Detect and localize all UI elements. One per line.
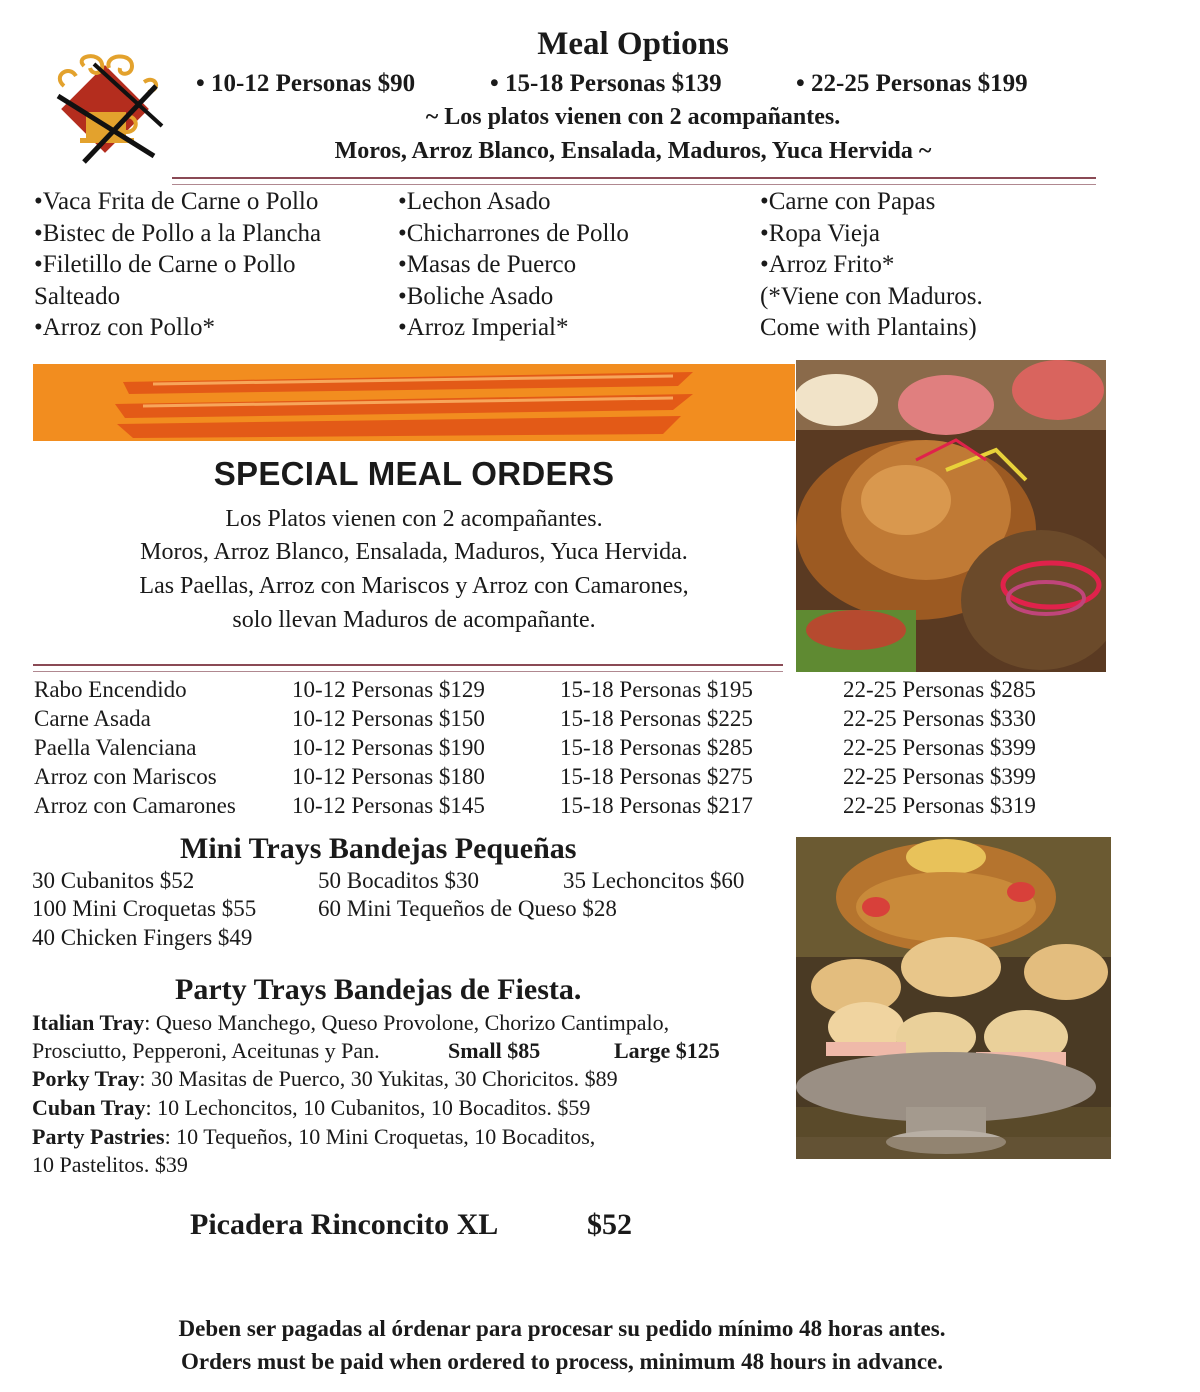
- list-item: •Chicharrones de Pollo: [398, 219, 629, 247]
- dish-name: Carne Asada: [34, 706, 151, 731]
- dish-name: Arroz con Mariscos: [34, 764, 217, 789]
- special-note: Las Paellas, Arroz con Mariscos y Arroz con Camarones,: [139, 573, 689, 599]
- party-pastries-line1: [32, 1124, 595, 1150]
- list-item: (*Viene con Maduros.: [760, 282, 983, 310]
- italian-large-price: Large $125: [614, 1038, 720, 1063]
- special-price-table: [0, 677, 1200, 827]
- price-22-25: 22-25 Personas $285: [843, 677, 1036, 702]
- tray-description: : 10 Tequeños, 10 Mini Croquetas, 10 Bocaditos,: [164, 1124, 596, 1149]
- divider: [172, 177, 1096, 185]
- porky-tray-line: [32, 1066, 618, 1092]
- footer-spanish: Deben ser pagadas al órdenar para procesar su pedido mínimo 48 horas antes.: [178, 1316, 946, 1341]
- tray-description: : 30 Masitas de Puerco, 30 Yukitas, 30 Choricitos. $89: [139, 1066, 618, 1091]
- list-item: •Ropa Vieja: [760, 219, 880, 247]
- mini-trays-title: Mini Trays Bandejas Pequeñas: [180, 832, 577, 865]
- tray-label: Party Pastries: [32, 1124, 165, 1149]
- list-item: •Vaca Frita de Carne o Pollo: [34, 188, 319, 215]
- list-item: 40 Chicken Fingers $49: [32, 925, 253, 950]
- dish-name: Paella Valenciana: [34, 735, 197, 760]
- price-15-18: 15-18 Personas $285: [560, 735, 753, 760]
- list-item: •Arroz Frito*: [760, 251, 895, 278]
- tray-description: 10 Pastelitos. $39: [32, 1152, 188, 1177]
- picadera-price: $52: [587, 1208, 632, 1241]
- list-item: •Arroz con Pollo*: [34, 314, 215, 341]
- list-item: 35 Lechoncitos $60: [563, 868, 745, 893]
- list-item: •Filetillo de Carne o Pollo: [34, 251, 296, 278]
- meal-column-1: [34, 186, 321, 344]
- option-10-12: • 10-12 Personas $90: [196, 70, 416, 97]
- price-10-12: 10-12 Personas $145: [292, 793, 485, 818]
- meal-column-2: [398, 186, 629, 344]
- picadera-name: Picadera Rinconcito XL: [190, 1208, 499, 1241]
- page-title: Meal Options: [537, 26, 729, 62]
- price-10-12: 10-12 Personas $190: [292, 735, 485, 760]
- price-10-12: 10-12 Personas $180: [292, 764, 485, 789]
- price-22-25: 22-25 Personas $399: [843, 764, 1036, 789]
- italian-tray-line2: [32, 1038, 380, 1064]
- price-15-18: 15-18 Personas $275: [560, 764, 753, 789]
- footer-english: Orders must be paid when ordered to process, minimum 48 hours in advance.: [180, 1349, 944, 1374]
- price-22-25: 22-25 Personas $330: [843, 706, 1036, 731]
- list-item: •Masas de Puerco: [398, 251, 577, 278]
- option-22-25: • 22-25 Personas $199: [796, 70, 1028, 97]
- list-item: 100 Mini Croquetas $55: [32, 896, 257, 921]
- special-meal-orders-title: SPECIAL MEAL ORDERS: [213, 455, 615, 492]
- special-note: Los Platos vienen con 2 acompañantes.: [225, 506, 603, 532]
- list-item: •Lechon Asado: [398, 188, 551, 215]
- list-item: •Carne con Papas: [760, 188, 936, 215]
- sides-list: Moros, Arroz Blanco, Ensalada, Maduros, Yuca Hervida ~: [334, 138, 932, 164]
- divider: [33, 664, 783, 672]
- price-15-18: 15-18 Personas $195: [560, 677, 753, 702]
- tray-description: : Queso Manchego, Queso Provolone, Chorizo Cantimpalo,: [144, 1010, 670, 1035]
- list-item: •Boliche Asado: [398, 282, 554, 310]
- special-note: solo llevan Maduros de acompañante.: [232, 607, 596, 633]
- special-note: Moros, Arroz Blanco, Ensalada, Maduros, Yuca Hervida.: [140, 539, 688, 565]
- sides-note: ~ Los platos vienen con 2 acompañantes.: [425, 104, 841, 130]
- option-15-18: • 15-18 Personas $139: [490, 70, 722, 97]
- price-10-12: 10-12 Personas $150: [292, 706, 485, 731]
- cuban-tray-line: [32, 1095, 590, 1121]
- list-item: •Arroz Imperial*: [398, 314, 569, 341]
- italian-tray-line1: [32, 1010, 669, 1036]
- price-22-25: 22-25 Personas $319: [843, 793, 1036, 818]
- price-10-12: 10-12 Personas $129: [292, 677, 485, 702]
- price-15-18: 15-18 Personas $217: [560, 793, 753, 818]
- list-item: 60 Mini Tequeños de Queso $28: [318, 896, 617, 921]
- tray-label: Porky Tray: [32, 1066, 140, 1091]
- meal-column-3: [760, 186, 983, 344]
- roast-pork-platter-image: [796, 360, 1106, 672]
- tray-description: Prosciutto, Pepperoni, Aceitunas y Pan.: [32, 1038, 380, 1063]
- italian-small-price: Small $85: [448, 1038, 541, 1063]
- dish-name: Rabo Encendido: [34, 677, 187, 702]
- orange-banner: [33, 364, 795, 441]
- list-item: 30 Cubanitos $52: [32, 868, 195, 893]
- tray-description: : 10 Lechoncitos, 10 Cubanitos, 10 Bocaditos. $59: [145, 1095, 591, 1120]
- price-15-18: 15-18 Personas $225: [560, 706, 753, 731]
- tray-label: Cuban Tray: [32, 1095, 146, 1120]
- party-tray-image: [796, 837, 1111, 1159]
- price-22-25: 22-25 Personas $399: [843, 735, 1036, 760]
- dish-name: Arroz con Camarones: [34, 793, 236, 818]
- list-item: 50 Bocaditos $30: [318, 868, 479, 893]
- list-item: •Bistec de Pollo a la Plancha: [34, 219, 322, 247]
- party-pastries-line2: [32, 1152, 188, 1178]
- party-trays-title: Party Trays Bandejas de Fiesta.: [175, 973, 582, 1006]
- list-item: Come with Plantains): [760, 314, 977, 341]
- tray-label: Italian Tray: [32, 1010, 145, 1035]
- list-item: Salteado: [34, 282, 121, 310]
